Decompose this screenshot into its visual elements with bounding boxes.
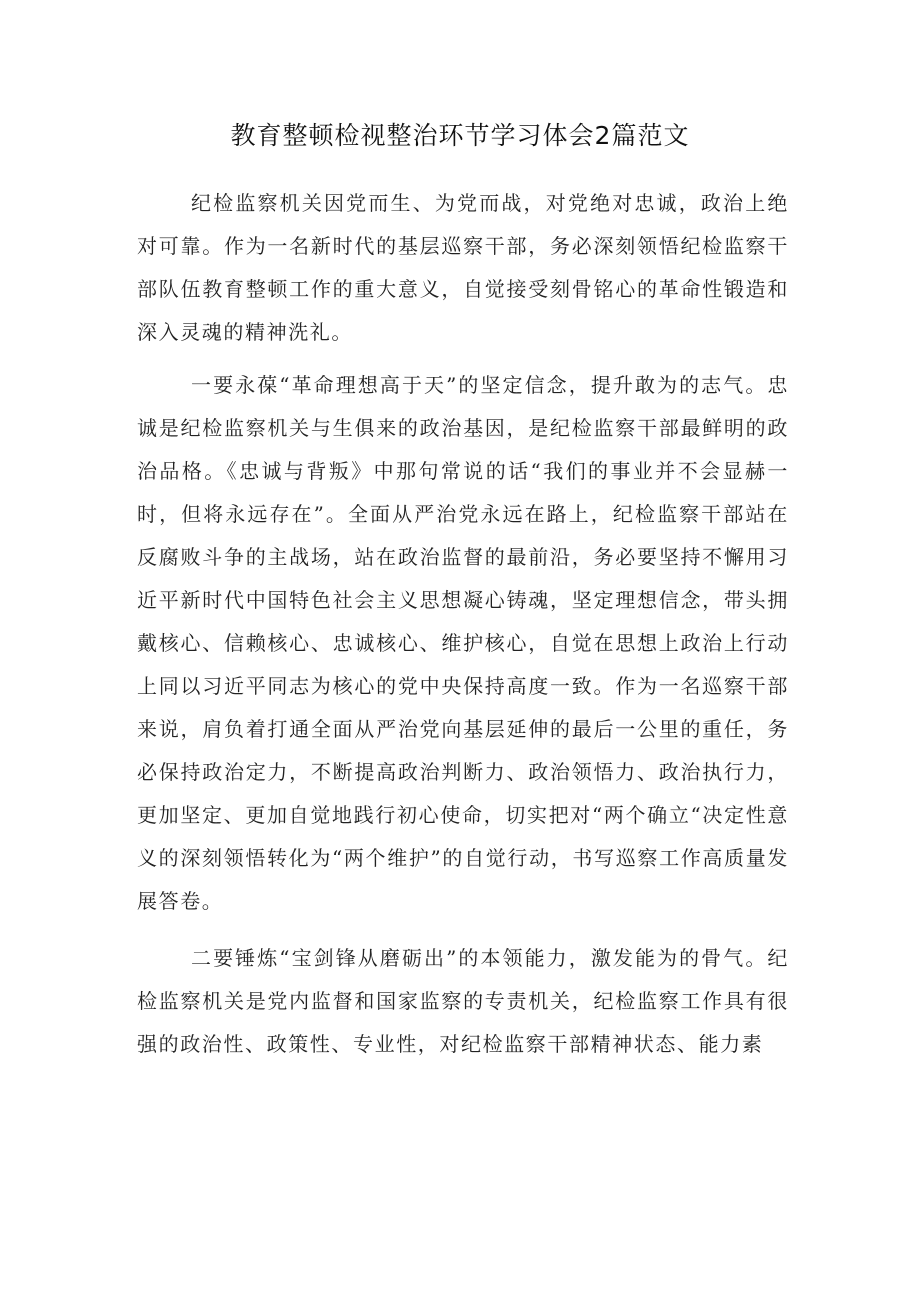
document-body xyxy=(137,182,789,1066)
document-title: 教育整顿检视整治环节学习体会2篇范文 xyxy=(230,121,690,150)
paragraph-point-two: 二要锤炼“宝剑锋从磨砺出”的本领能力，激发能为的骨气。纪检监察机关是党内监督和国家监察的专责机关，纪检监察工作具有很强的政治性、政策性、专业性，对纪检监察干部精神状态、能力素 xyxy=(137,946,789,1056)
paragraph-point-one: 一要永葆“革命理想高于天”的坚定信念，提升敢为的志气。忠诚是纪检监察机关与生俱来的政治基因，是纪检监察干部最鲜明的政治品格。《忠诚与背叛》中那句常说的话“我们的事业并不会显赫一时，但将永远存在”。全面从严治党永远在路上，纪检监察干部站在反腐败斗争的主战场，站在政治监督的最前沿，务必要坚持不懈用习近平新时代中国特色社会主义思想凝心铸魂，坚定理想信念，带头拥戴核心、信赖核心、忠诚核心、维护核心，自觉在思想上政治上行动上同以习近平同志为核心的党中央保持高度一致。作为一名巡察干部来说，肩负着打通全面从严治党向基层延伸的最后一公里的重任，务必保持政治定力，不断提高政治判断力、政治领悟力、政治执行力，更加坚定、更加自觉地践行初心使命，切实把对“两个确立“决定性意义的深刻领悟转化为“两个维护”的自觉行动，书写巡察工作高质量发展答卷。 xyxy=(137,373,789,913)
paragraph-intro: 纪检监察机关因党而生、为党而战，对党绝对忠诚，政治上绝对可靠。作为一名新时代的基层巡察干部，务必深刻领悟纪检监察干部队伍教育整顿工作的重大意义，自觉接受刻骨铭心的革命性锻造和深入灵魂的精神洗礼。 xyxy=(137,191,789,344)
